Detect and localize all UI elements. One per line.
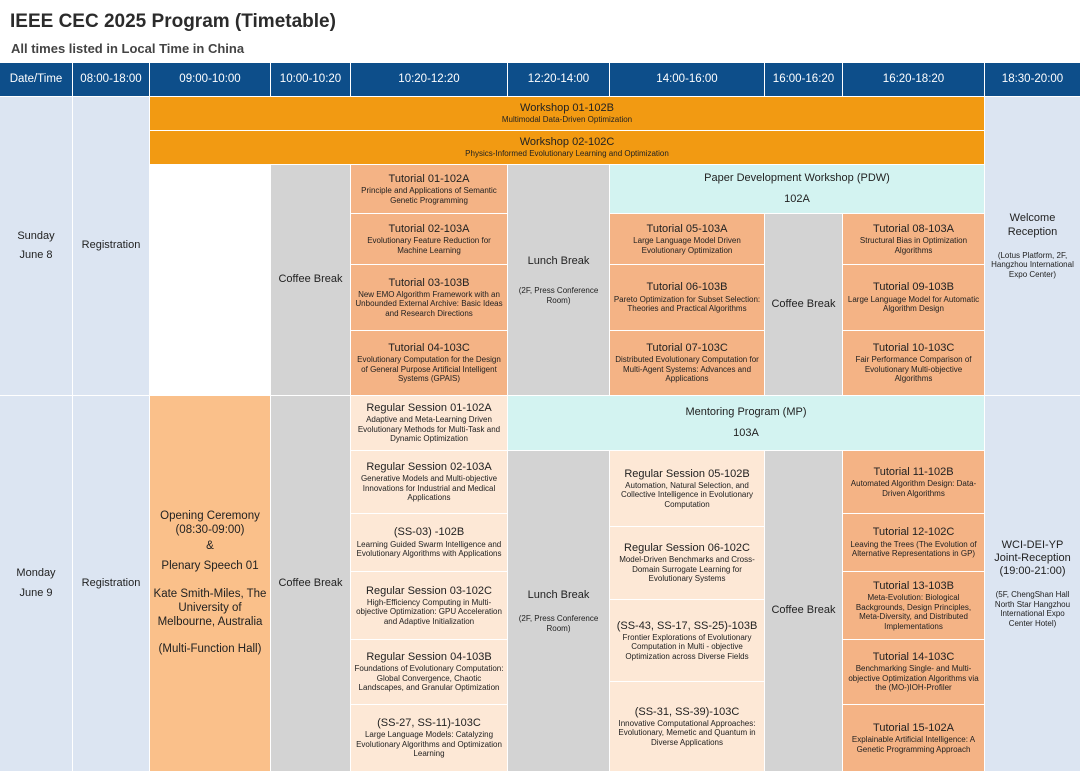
monday-coffee-break-pm: Coffee Break	[765, 451, 842, 771]
empty-slot	[150, 165, 270, 395]
tutorial-06: Tutorial 06-103B Pareto Optimization for Subset Selection: Theories and Practical Algorithms	[610, 265, 764, 330]
tutorial-05: Tutorial 05-103A Large Language Model Driven Evolutionary Optimization	[610, 214, 764, 264]
sunday-lunch-break: Lunch Break (2F, Press Conference Room)	[508, 165, 609, 395]
monday-lunch-break: Lunch Break (2F, Press Conference Room)	[508, 451, 609, 771]
date-label: June 8	[19, 249, 53, 261]
sunday-registration: Registration	[73, 97, 149, 395]
header-1000-1020: 10:00-10:20	[271, 63, 350, 96]
header-0900-1000: 09:00-10:00	[150, 63, 270, 96]
day-label: Monday	[16, 567, 56, 580]
sunday-coffee-break-pm: Coffee Break	[765, 214, 842, 395]
sunday-welcome-reception: Welcome Reception (Lotus Platform, 2F, Hangzhou International Expo Center)	[985, 97, 1080, 395]
special-session-27-11: (SS-27, SS-11)-103C Large Language Models: Catalyzing Evolutionary Algorithms and Optimization Learning	[351, 705, 507, 771]
timetable	[0, 63, 1080, 771]
regular-session-05: Regular Session 05-102B Automation, Natural Selection, and Collective Intelligence in Evolutionary Computation	[610, 451, 764, 526]
regular-session-03: Regular Session 03-102C High-Efficiency Computing in Multi-objective Optimization: GPU Acceleration and Adaptive Initialization	[351, 572, 507, 639]
regular-session-01: Regular Session 01-102A Adaptive and Meta-Learning Driven Evolutionary Methods for Multi-Task and Dynamic Optimization	[351, 396, 507, 450]
sunday-date-cell	[0, 97, 72, 395]
header-1400-1600: 14:00-16:00	[610, 63, 764, 96]
tutorial-10: Tutorial 10-103C Fair Performance Comparison of Evolutionary Multi-objective Algorithms	[843, 331, 984, 395]
header-1620-1820: 16:20-18:20	[843, 63, 984, 96]
monday-date-cell	[0, 396, 72, 771]
tutorial-13: Tutorial 13-103B Meta-Evolution: Biological Backgrounds, Design Principles, Meta-Diversity, and Distributed Implementations	[843, 572, 984, 639]
page-subtitle: All times listed in Local Time in China	[11, 41, 245, 56]
mentoring-program: Mentoring Program (MP) 103A	[508, 396, 984, 450]
page-title: IEEE CEC 2025 Program (Timetable)	[10, 11, 336, 32]
regular-session-02: Regular Session 02-103A Generative Models and Multi-objective Innovations for Industrial and Medical Applications	[351, 451, 507, 513]
monday-joint-reception: WCI-DEI-YP Joint-Reception (19:00-21:00) (5F, ChengShan Hall North Star Hangzhou International Expo Center Hotel)	[985, 396, 1080, 771]
day-label: Sunday	[17, 229, 55, 242]
tutorial-11: Tutorial 11-102B Automated Algorithm Design: Data-Driven Algorithms	[843, 451, 984, 513]
paper-development-workshop: Paper Development Workshop (PDW) 102A	[610, 165, 984, 213]
header-1020-1220: 10:20-12:20	[351, 63, 507, 96]
regular-session-04: Regular Session 04-103B Foundations of Evolutionary Computation: Global Convergence, Chaotic Landscapes, and Granular Optimization	[351, 640, 507, 704]
header-1600-1620: 16:00-16:20	[765, 63, 842, 96]
workshop-02: Workshop 02-102C Physics-Informed Evolutionary Learning and Optimization	[150, 131, 984, 164]
tutorial-07: Tutorial 07-103C Distributed Evolutionary Computation for Multi-Agent Systems: Advances and Applications	[610, 331, 764, 395]
tutorial-12: Tutorial 12-102C Leaving the Trees (The Evolution of Alternative Representations in GP)	[843, 514, 984, 571]
tutorial-02: Tutorial 02-103A Evolutionary Feature Reduction for Machine Learning	[351, 214, 507, 264]
workshop-01: Workshop 01-102B Multimodal Data-Driven Optimization	[150, 97, 984, 130]
header-0800-1800: 08:00-18:00	[73, 63, 149, 96]
tutorial-14: Tutorial 14-103C Benchmarking Single- and Multi-objective Optimization Algorithms via the (MO-)IOH-Profiler	[843, 640, 984, 704]
tutorial-04: Tutorial 04-103C Evolutionary Computation for the Design of General Purpose Artificial Intelligent Systems (GPAIS)	[351, 331, 507, 395]
opening-ceremony: Opening Ceremony (08:30-09:00) & Plenary Speech 01 Kate Smith-Miles, The University of Melbourne, Australia (Multi-Function Hall)	[150, 396, 270, 771]
header-1830-2000: 18:30-20:00	[985, 63, 1080, 96]
special-session-31-39: (SS-31, SS-39)-103C Innovative Computational Approaches: Evolutionary, Memetic and Quantum in Diverse Applications	[610, 682, 764, 771]
header-date-time: Date/Time	[0, 63, 72, 96]
tutorial-15: Tutorial 15-102A Explainable Artificial Intelligence: A Genetic Programming Approach	[843, 705, 984, 771]
special-session-03: (SS-03) -102B Learning Guided Swarm Intelligence and Evolutionary Algorithms with Applications	[351, 514, 507, 571]
tutorial-08: Tutorial 08-103A Structural Bias in Optimization Algorithms	[843, 214, 984, 264]
tutorial-09: Tutorial 09-103B Large Language Model for Automatic Algorithm Design	[843, 265, 984, 330]
tutorial-01: Tutorial 01-102A Principle and Applications of Semantic Genetic Programming	[351, 165, 507, 213]
header-1220-1400: 12:20-14:00	[508, 63, 609, 96]
monday-coffee-break-am: Coffee Break	[271, 396, 350, 771]
tutorial-03: Tutorial 03-103B New EMO Algorithm Framework with an Unbounded External Archive: Basic Ideas and Research Directions	[351, 265, 507, 330]
regular-session-06: Regular Session 06-102C Model-Driven Benchmarks and Cross-Domain Surrogate Learning for Evolutionary Systems	[610, 527, 764, 599]
date-label: June 9	[19, 586, 53, 599]
sunday-coffee-break-am: Coffee Break	[271, 165, 350, 395]
monday-registration: Registration	[73, 396, 149, 771]
special-session-43-17-25: (SS-43, SS-17, SS-25)-103B Frontier Explorations of Evolutionary Computation in Multi - objective Optimization across Diverse Fields	[610, 600, 764, 681]
